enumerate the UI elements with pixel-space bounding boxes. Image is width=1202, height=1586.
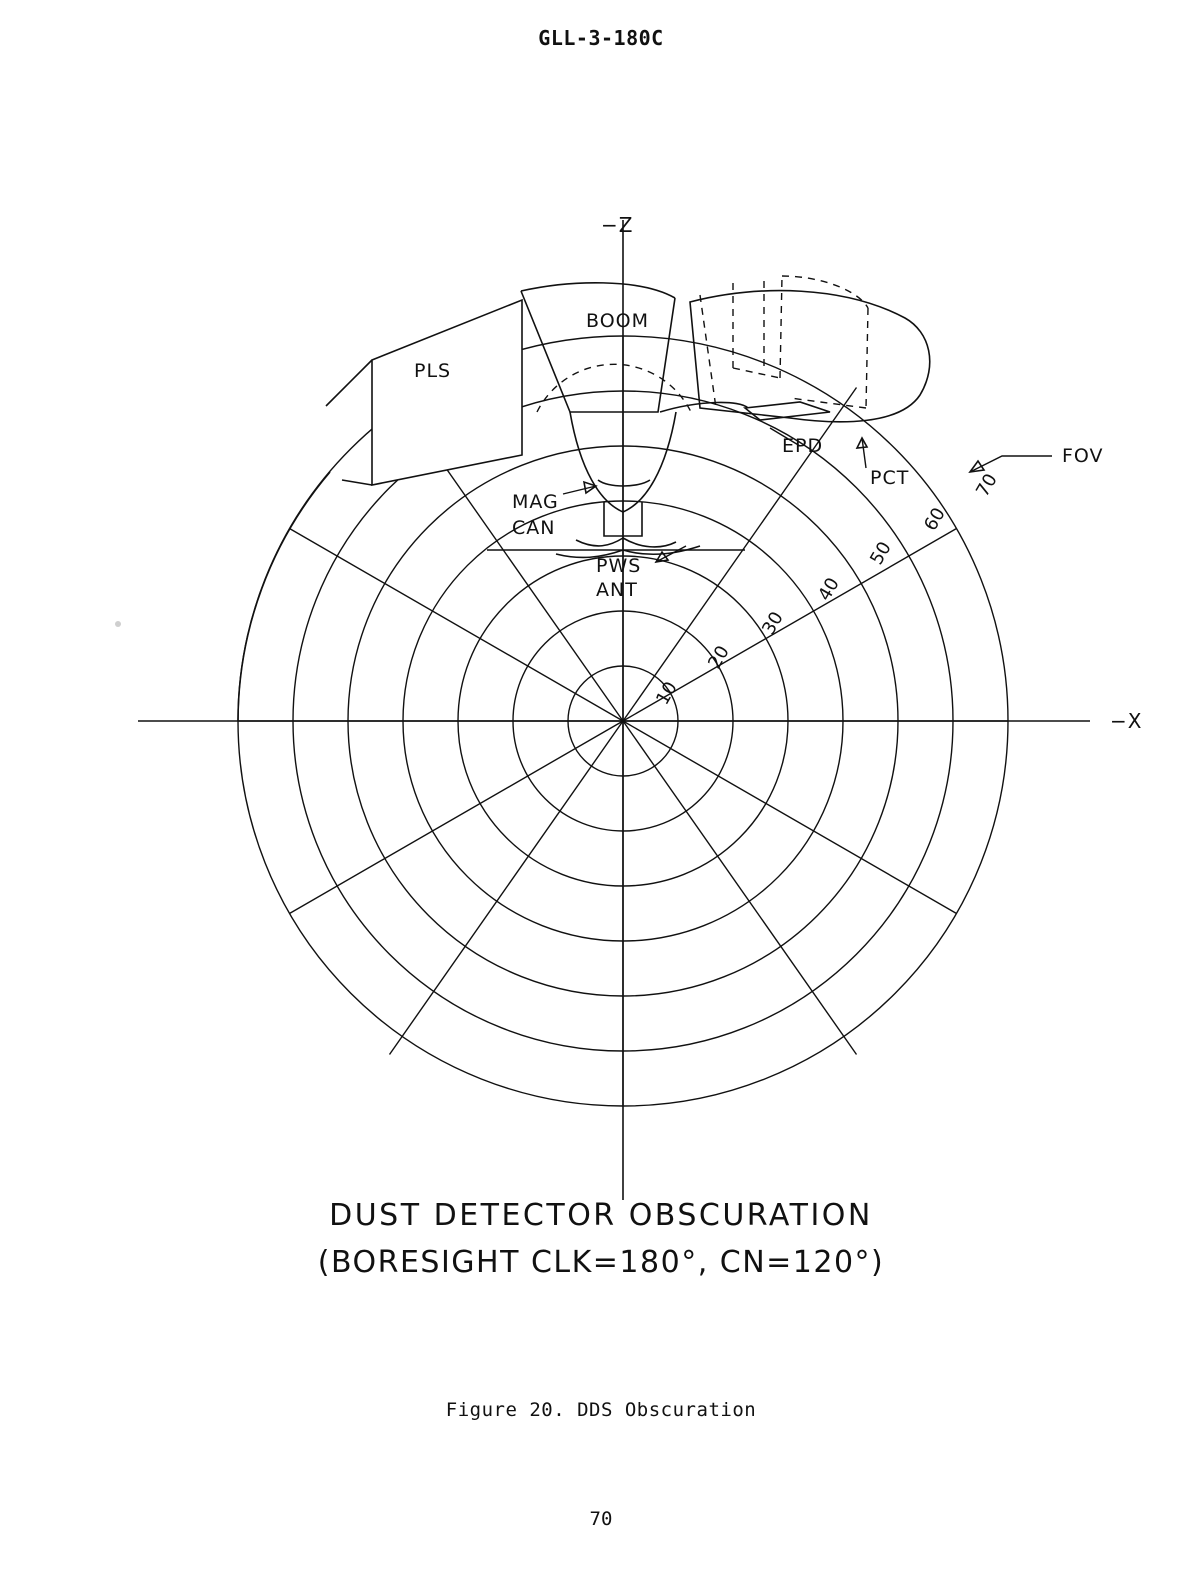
fov-arc-left bbox=[238, 472, 330, 721]
document-header: GLL-3-180C bbox=[538, 26, 664, 50]
fov-arrowhead bbox=[970, 461, 984, 472]
pct-dash-1 bbox=[700, 295, 716, 408]
ring-label-20: 20 bbox=[704, 642, 734, 673]
ring-label-40: 40 bbox=[814, 574, 844, 605]
pct-dash-7 bbox=[866, 308, 868, 408]
ring-label-10: 10 bbox=[652, 678, 682, 709]
speck bbox=[115, 621, 121, 627]
chart-title: DUST DETECTOR OBSCURATION bbox=[329, 1198, 873, 1233]
axis-label-minus-z: −Z bbox=[601, 213, 634, 237]
figure-caption: Figure 20. DDS Obscuration bbox=[445, 1399, 757, 1421]
label-can: CAN bbox=[512, 517, 556, 539]
grid-spoke-240 bbox=[390, 721, 624, 1055]
label-ant: ANT bbox=[596, 579, 638, 601]
label-pws: PWS bbox=[596, 555, 642, 577]
pls-box bbox=[372, 300, 522, 485]
plot-axes bbox=[138, 213, 1142, 1200]
ring-label-60: 60 bbox=[920, 504, 950, 535]
grid-spoke-210 bbox=[290, 721, 624, 914]
page-number: 70 bbox=[589, 1508, 613, 1530]
ring-label-70: 70 bbox=[972, 470, 1002, 501]
label-fov: FOV bbox=[1062, 445, 1104, 467]
figure-polar-plot bbox=[0, 150, 1202, 1270]
pct-dash-6 bbox=[782, 276, 868, 308]
label-boom: BOOM bbox=[586, 310, 650, 332]
ring-label-30: 30 bbox=[758, 608, 788, 639]
mag-can-rim bbox=[598, 480, 650, 486]
grid-spoke-330 bbox=[623, 721, 957, 914]
label-pls: PLS bbox=[414, 360, 452, 382]
ring-label-50: 50 bbox=[866, 538, 896, 569]
pls-connector-a bbox=[326, 360, 372, 406]
label-pct: PCT bbox=[870, 467, 910, 489]
pct-dash-3 bbox=[733, 368, 780, 378]
pct-plate bbox=[745, 402, 830, 420]
label-mag: MAG bbox=[512, 491, 559, 513]
pls-connector-b bbox=[342, 480, 372, 485]
label-epd: EPD bbox=[782, 435, 824, 457]
axis-label-minus-x: −X bbox=[1110, 709, 1143, 733]
grid-spoke-300 bbox=[623, 721, 857, 1055]
boom-top-edge bbox=[521, 283, 675, 298]
pws-ant-wing bbox=[576, 538, 676, 547]
obscuration-shapes bbox=[238, 276, 1104, 721]
chart-subtitle: (BORESIGHT CLK=180°, CN=120°) bbox=[317, 1245, 885, 1280]
